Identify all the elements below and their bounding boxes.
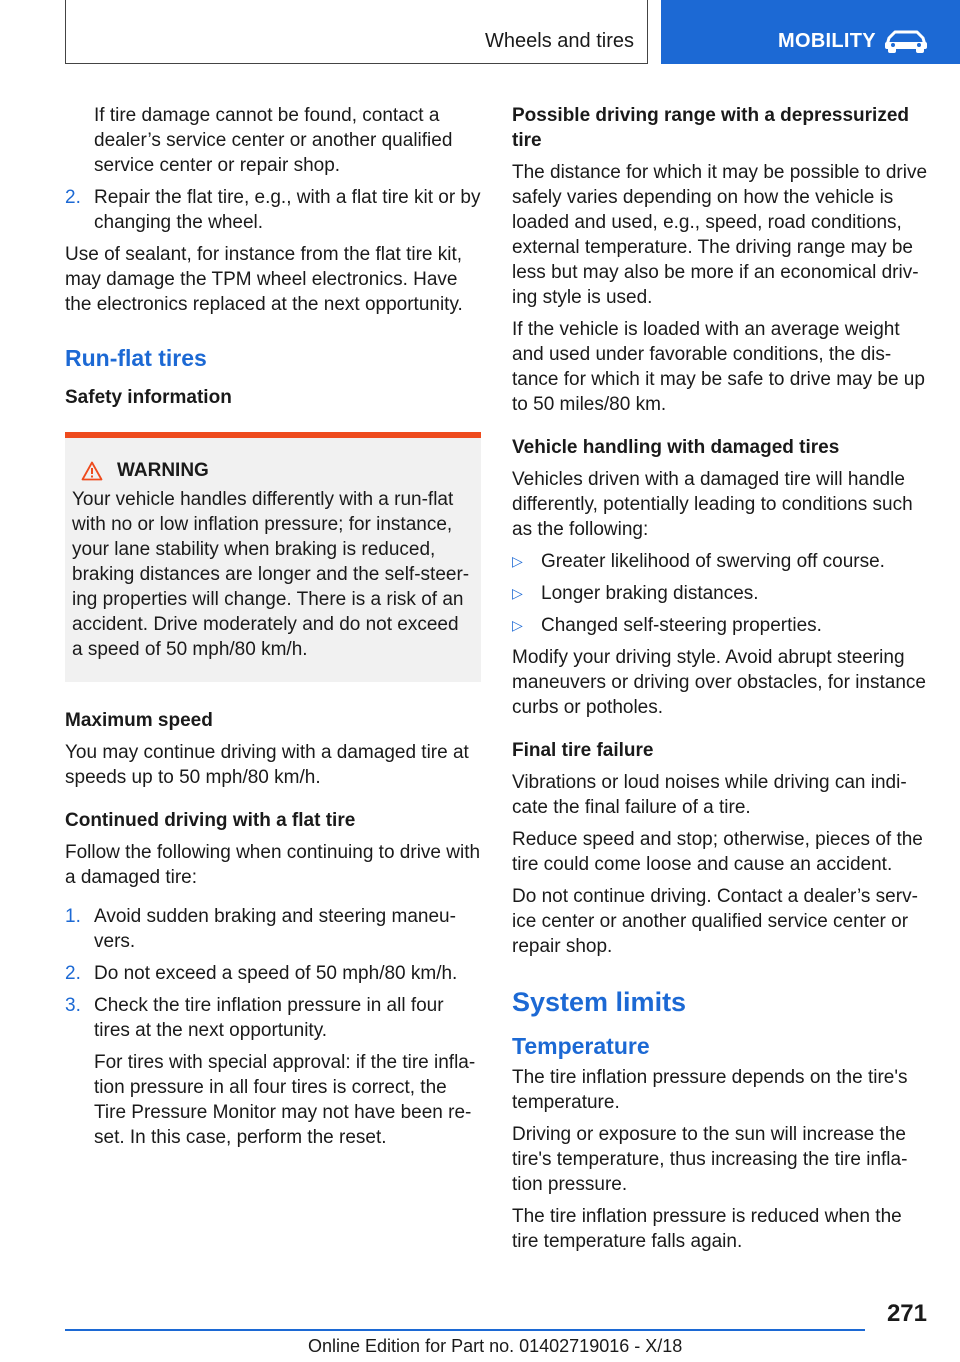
list-number: 2. [65, 187, 81, 208]
page-number: 271 [886, 1300, 927, 1327]
paragraph-maximum-speed: You may continue driving with a damaged tire at speeds up to 50 mph/80 km/h. [65, 742, 469, 788]
bullet-marker: ▷ [512, 585, 523, 601]
car-icon [883, 28, 929, 54]
warning-text: Your vehicle handles differently with a run-flat with no or low inflation pressure; for instance, your lane stability when braking is reduced, braking distances are longer and the self-steer‐ing properties will change. There is a risk of an accident. Drive moderately and do not exceed a speed of 50 mph/80 km/h. [72, 489, 470, 660]
heading-system-limits: System limits [512, 987, 687, 1017]
list-text: Greater likelihood of swerving off course. [541, 551, 885, 572]
list-text: Avoid sudden braking and steering maneu‐vers. [94, 906, 456, 952]
list-text: Longer braking distances. [541, 583, 759, 604]
header-chapter-box [661, 0, 960, 64]
list-text: Repair the flat tire, e.g., with a flat tire kit or by changing the wheel. [94, 187, 481, 233]
paragraph-damage-not-found: If tire damage cannot be found, contact a dealer’s service center or another qualified service center or repair shop. [94, 105, 453, 176]
warning-title: WARNING [117, 460, 209, 481]
heading-maximum-speed: Maximum speed [65, 710, 213, 731]
list-number: 2. [65, 963, 81, 984]
bullet-marker: ▷ [512, 553, 523, 569]
heading-temperature: Temperature [512, 1033, 650, 1059]
paragraph-failure-2: Reduce speed and stop; otherwise, pieces of the tire could come loose and cause an accident. [512, 829, 923, 875]
paragraph-failure-1: Vibrations or loud noises while driving can indi‐cate the final failure of a tire. [512, 772, 907, 818]
warning-heading [72, 458, 473, 483]
right-column [512, 103, 930, 1261]
header-section-title: Wheels and tires [485, 30, 634, 52]
paragraph-sealant: Use of sealant, for instance from the flat tire kit, may damage the TPM wheel electronics. Have the electronics replaced at the next opportunity. [65, 244, 463, 315]
list-text: Changed self-steering properties. [541, 615, 822, 636]
list-item [65, 185, 481, 235]
list-text: Check the tire inflation pressure in all four tires at the next opportunity. [94, 995, 444, 1041]
header-chapter-title: MOBILITY [778, 30, 876, 52]
list-number: 3. [65, 995, 81, 1016]
paragraph-special-approval: For tires with special approval: if the tire infla‐tion pressure in all four tires is correct, the Tire Pressure Monitor may not have been re‐set. In this case, perform the reset. [94, 1052, 476, 1148]
heading-final-tire-failure: Final tire failure [512, 740, 654, 761]
list-item [65, 904, 481, 954]
paragraph-modify-driving: Modify your driving style. Avoid abrupt steering maneuvers or driving over obstacles, for instance curbs or potholes. [512, 647, 926, 718]
list-number: 1. [65, 906, 81, 927]
paragraph-temperature-2: Driving or exposure to the sun will increase the tire's temperature, thus increasing the tire infla‐tion pressure. [512, 1124, 908, 1195]
footer-divider [65, 1329, 865, 1331]
paragraph-failure-3: Do not continue driving. Contact a dealer’s serv‐ice center or another qualified service center or repair shop. [512, 886, 918, 957]
paragraph-handling: Vehicles driven with a damaged tire will handle differently, potentially leading to conditions such as the following: [512, 469, 913, 540]
header-section-box [65, 0, 648, 64]
paragraph-range-1: The distance for which it may be possible to drive safely varies depending on how the vehicle is loaded and used, e.g., speed, road conditions, external temperature. The driving range may be less but may also be more if an economical driv‐ing style is used. [512, 162, 928, 308]
left-column [65, 103, 481, 1157]
heading-continued-driving: Continued driving with a flat tire [65, 810, 356, 831]
warning-box [65, 432, 481, 682]
paragraph-temperature-1: The tire inflation pressure depends on the tire's temperature. [512, 1067, 908, 1113]
list-item [512, 613, 930, 638]
heading-safety-information: Safety information [65, 387, 232, 408]
heading-run-flat-tires: Run-flat tires [65, 345, 207, 371]
list-text: Do not exceed a speed of 50 mph/80 km/h. [94, 963, 458, 984]
heading-driving-range: Possible driving range with a depressurized tire [512, 105, 909, 151]
paragraph-temperature-3: The tire inflation pressure is reduced when the tire temperature falls again. [512, 1206, 902, 1252]
list-item [512, 581, 930, 606]
paragraph-range-2: If the vehicle is loaded with an average weight and used under favorable conditions, the dis‐tance for which it may be safe to drive may be up to 50 miles/80 km. [512, 319, 925, 415]
warning-triangle-icon [81, 461, 103, 481]
list-item [65, 961, 481, 986]
paragraph-continued-driving: Follow the following when continuing to drive with a damaged tire: [65, 842, 481, 888]
bullet-marker: ▷ [512, 617, 523, 633]
list-item [65, 993, 481, 1043]
heading-vehicle-handling: Vehicle handling with damaged tires [512, 437, 840, 458]
footer-edition: Online Edition for Part no. 01402719016 - X/18 [308, 1336, 683, 1356]
list-item [512, 549, 930, 574]
